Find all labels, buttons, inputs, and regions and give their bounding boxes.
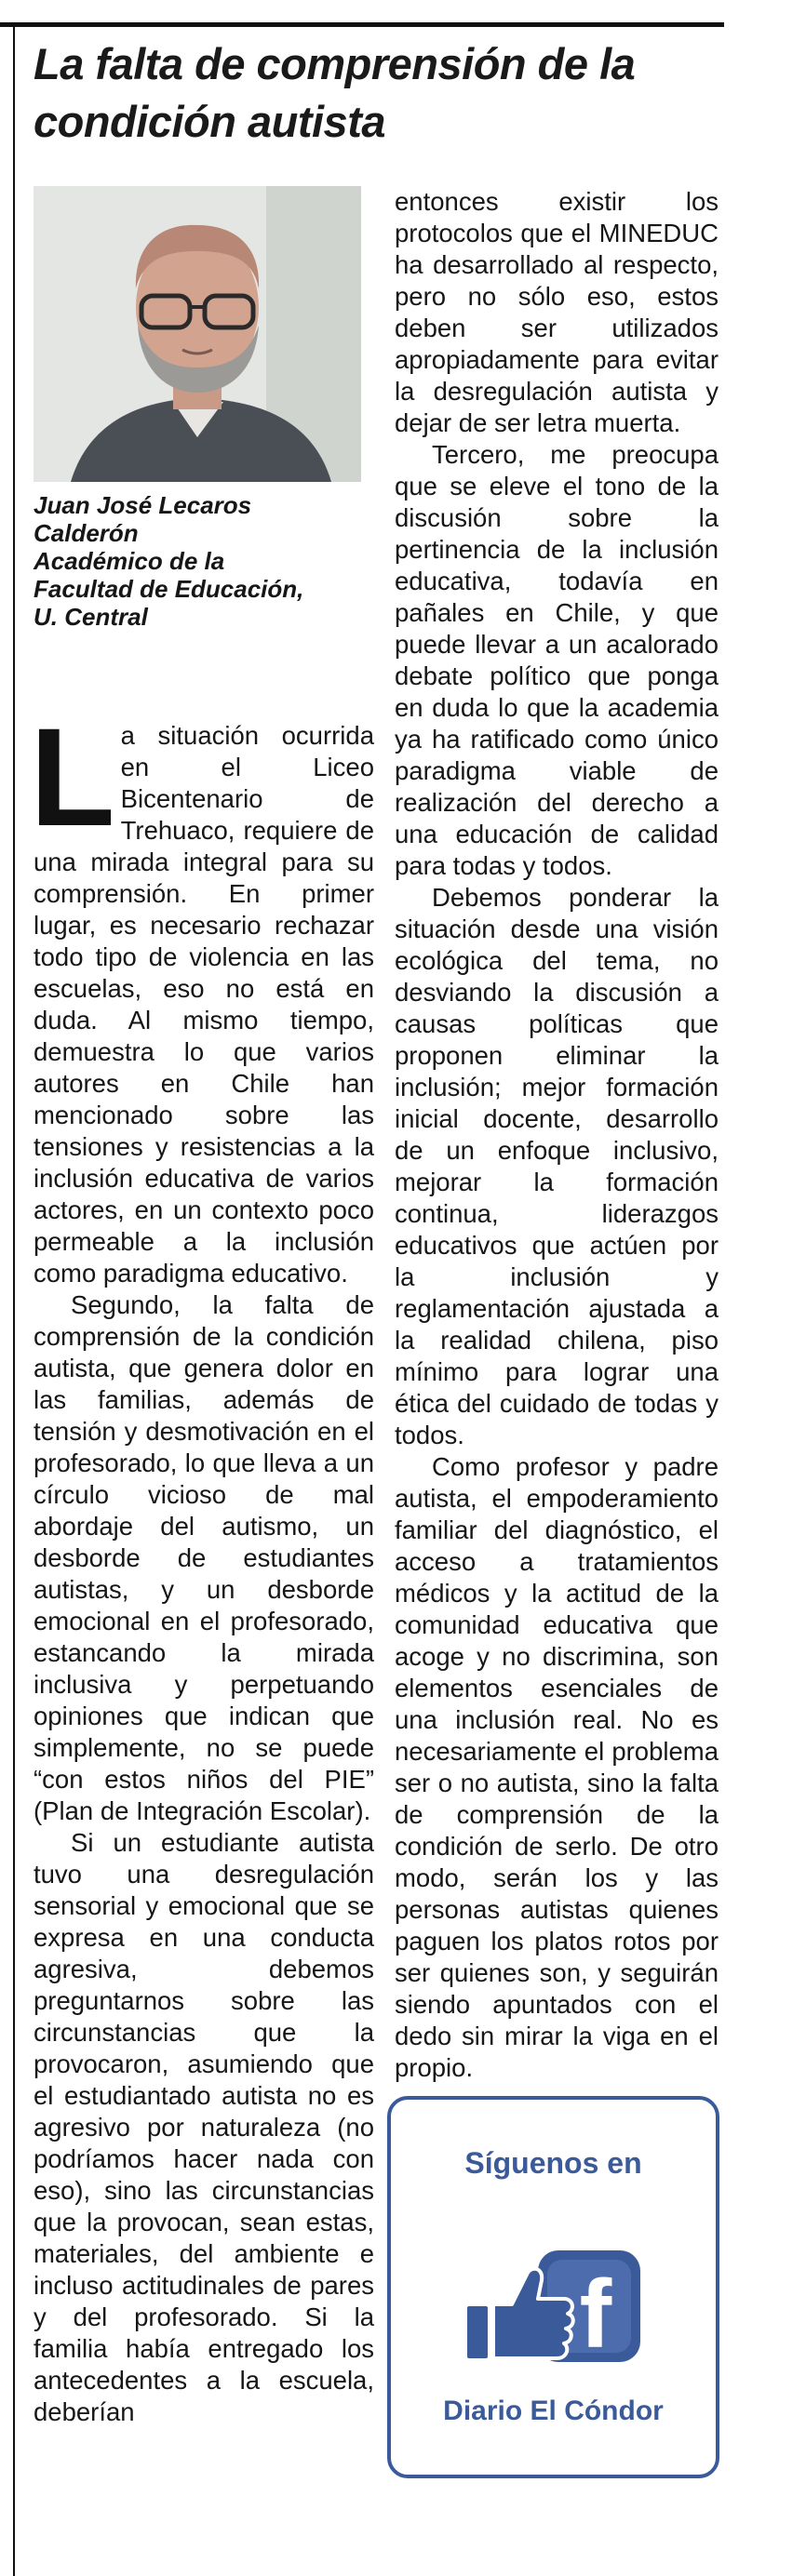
newspaper-name: Diario El Cóndor — [443, 2396, 664, 2426]
paragraph: Debemos ponderar la situación desde una visión ecológica del tema, no desviando la discusión a causas políticas que proponen eliminar la inclusión; mejor formación inicial docente, desarrollo de un enfoque inclusivo, mejorar la formación continua, liderazgos educativos que actúen por la inclusión y reglamentación ajustada a la realidad chilena, piso mínimo para lograr una ética del cuidado de todas y todos. — [395, 883, 719, 1449]
headline — [34, 35, 685, 151]
left-rule — [13, 22, 15, 2576]
paragraph-text: a situación ocurrida en el Liceo Bicentenario de Trehuaco, requiere de una mirada integral para su comprensión. En primer lugar, es necesario rechazar todo tipo de violencia en las escuelas, eso no está en duda. Al mismo tiempo, demuestra lo que varios autores en Chile han mencionado sobre las tensiones y resistencias a la inclusión educativa de varios actores, en un contexto poco permeable a la inclusión como paradigma educativo. — [34, 721, 374, 1288]
paragraph: Segundo, la falta de comprensión de la condición autista, que genera dolor en las familias, además de tensión y desmotivación en el profesorado, lo que lleva a un círculo vicioso de mal abordaje del autismo, un desborde de estudiantes autistas, y un desborde emocional en el profesorado, estancando la mirada inclusiva y perpetuando opiniones que indican que simplemente, no se puede “con estos niños del PIE” (Plan de Integración Escolar). — [34, 1290, 374, 1825]
paragraph: entonces existir los protocolos que el MINEDUC ha desarrollado al respecto, pero no sólo eso, estos deben ser utilizados apropiadamente para evitar la desregulación autista y dejar de ser letra muerta. — [395, 187, 719, 437]
author-byline — [34, 491, 378, 631]
author-title-line-2: Facultad de Educación, — [34, 575, 304, 603]
facebook-logo-letter: f — [579, 2261, 612, 2369]
author-title-line-3: U. Central — [34, 603, 148, 631]
drop-cap: L — [30, 699, 115, 855]
headline-line-2: condición autista — [34, 97, 385, 146]
paragraph: Tercero, me preocupa que se eleve el tono de la discusión sobre la pertinencia de la inclusión educativa, todavía en pañales en Chile, y que puede llevar a un acalorado debate político que ponga en duda lo que la academia ya ha ratificado como único paradigma viable de realización del derecho a una educación de calidad para todas y todos. — [395, 440, 719, 880]
headline-line-1: La falta de comprensión de la — [34, 39, 636, 88]
author-name-line-2: Calderón — [34, 519, 139, 547]
paragraph: Como profesor y padre autista, el empoderamiento familiar del diagnóstico, el acceso a tratamientos médicos y la actitud de la comunidad educativa que acoge y no discrimina, son elementos esenciales de una inclusión real. No es necesariamente el problema ser o no autista, sino la falta de comprensión de la condición de serlo. De otro modo, serán los y las personas autistas quienes paguen los platos rotos por ser quienes son, y seguirán siendo apuntados con el dedo sin mirar la viga en el propio. — [395, 1452, 719, 2082]
author-title-line-1: Académico de la — [34, 547, 225, 575]
author-portrait-illustration — [34, 186, 361, 482]
social-follow-box[interactable] — [387, 2096, 719, 2478]
author-photo — [34, 186, 361, 482]
facebook-like-icon[interactable] — [456, 2230, 661, 2379]
article-column-right — [395, 186, 719, 2084]
paragraph — [30, 699, 374, 1289]
article-column-left — [30, 699, 374, 2428]
author-name-line-1: Juan José Lecaros — [34, 491, 252, 519]
top-rule — [0, 22, 724, 27]
follow-title: Síguenos en — [464, 2146, 642, 2180]
paragraph: Si un estudiante autista tuvo una desregulación sensorial y emocional que se expresa en una conducta agresiva, debemos preguntarnos sobre las circunstancias que la provocaron, asumiendo que el estudiantado autista no es agresivo por naturaleza (no podríamos hacer nada con eso), sino las circunstancias que la provocan, sean estas, materiales, del ambiente e incluso actitudinales de pares y del profesorado. Si la familia había entregado los antecedentes a la escuela, deberían — [34, 1828, 374, 2426]
